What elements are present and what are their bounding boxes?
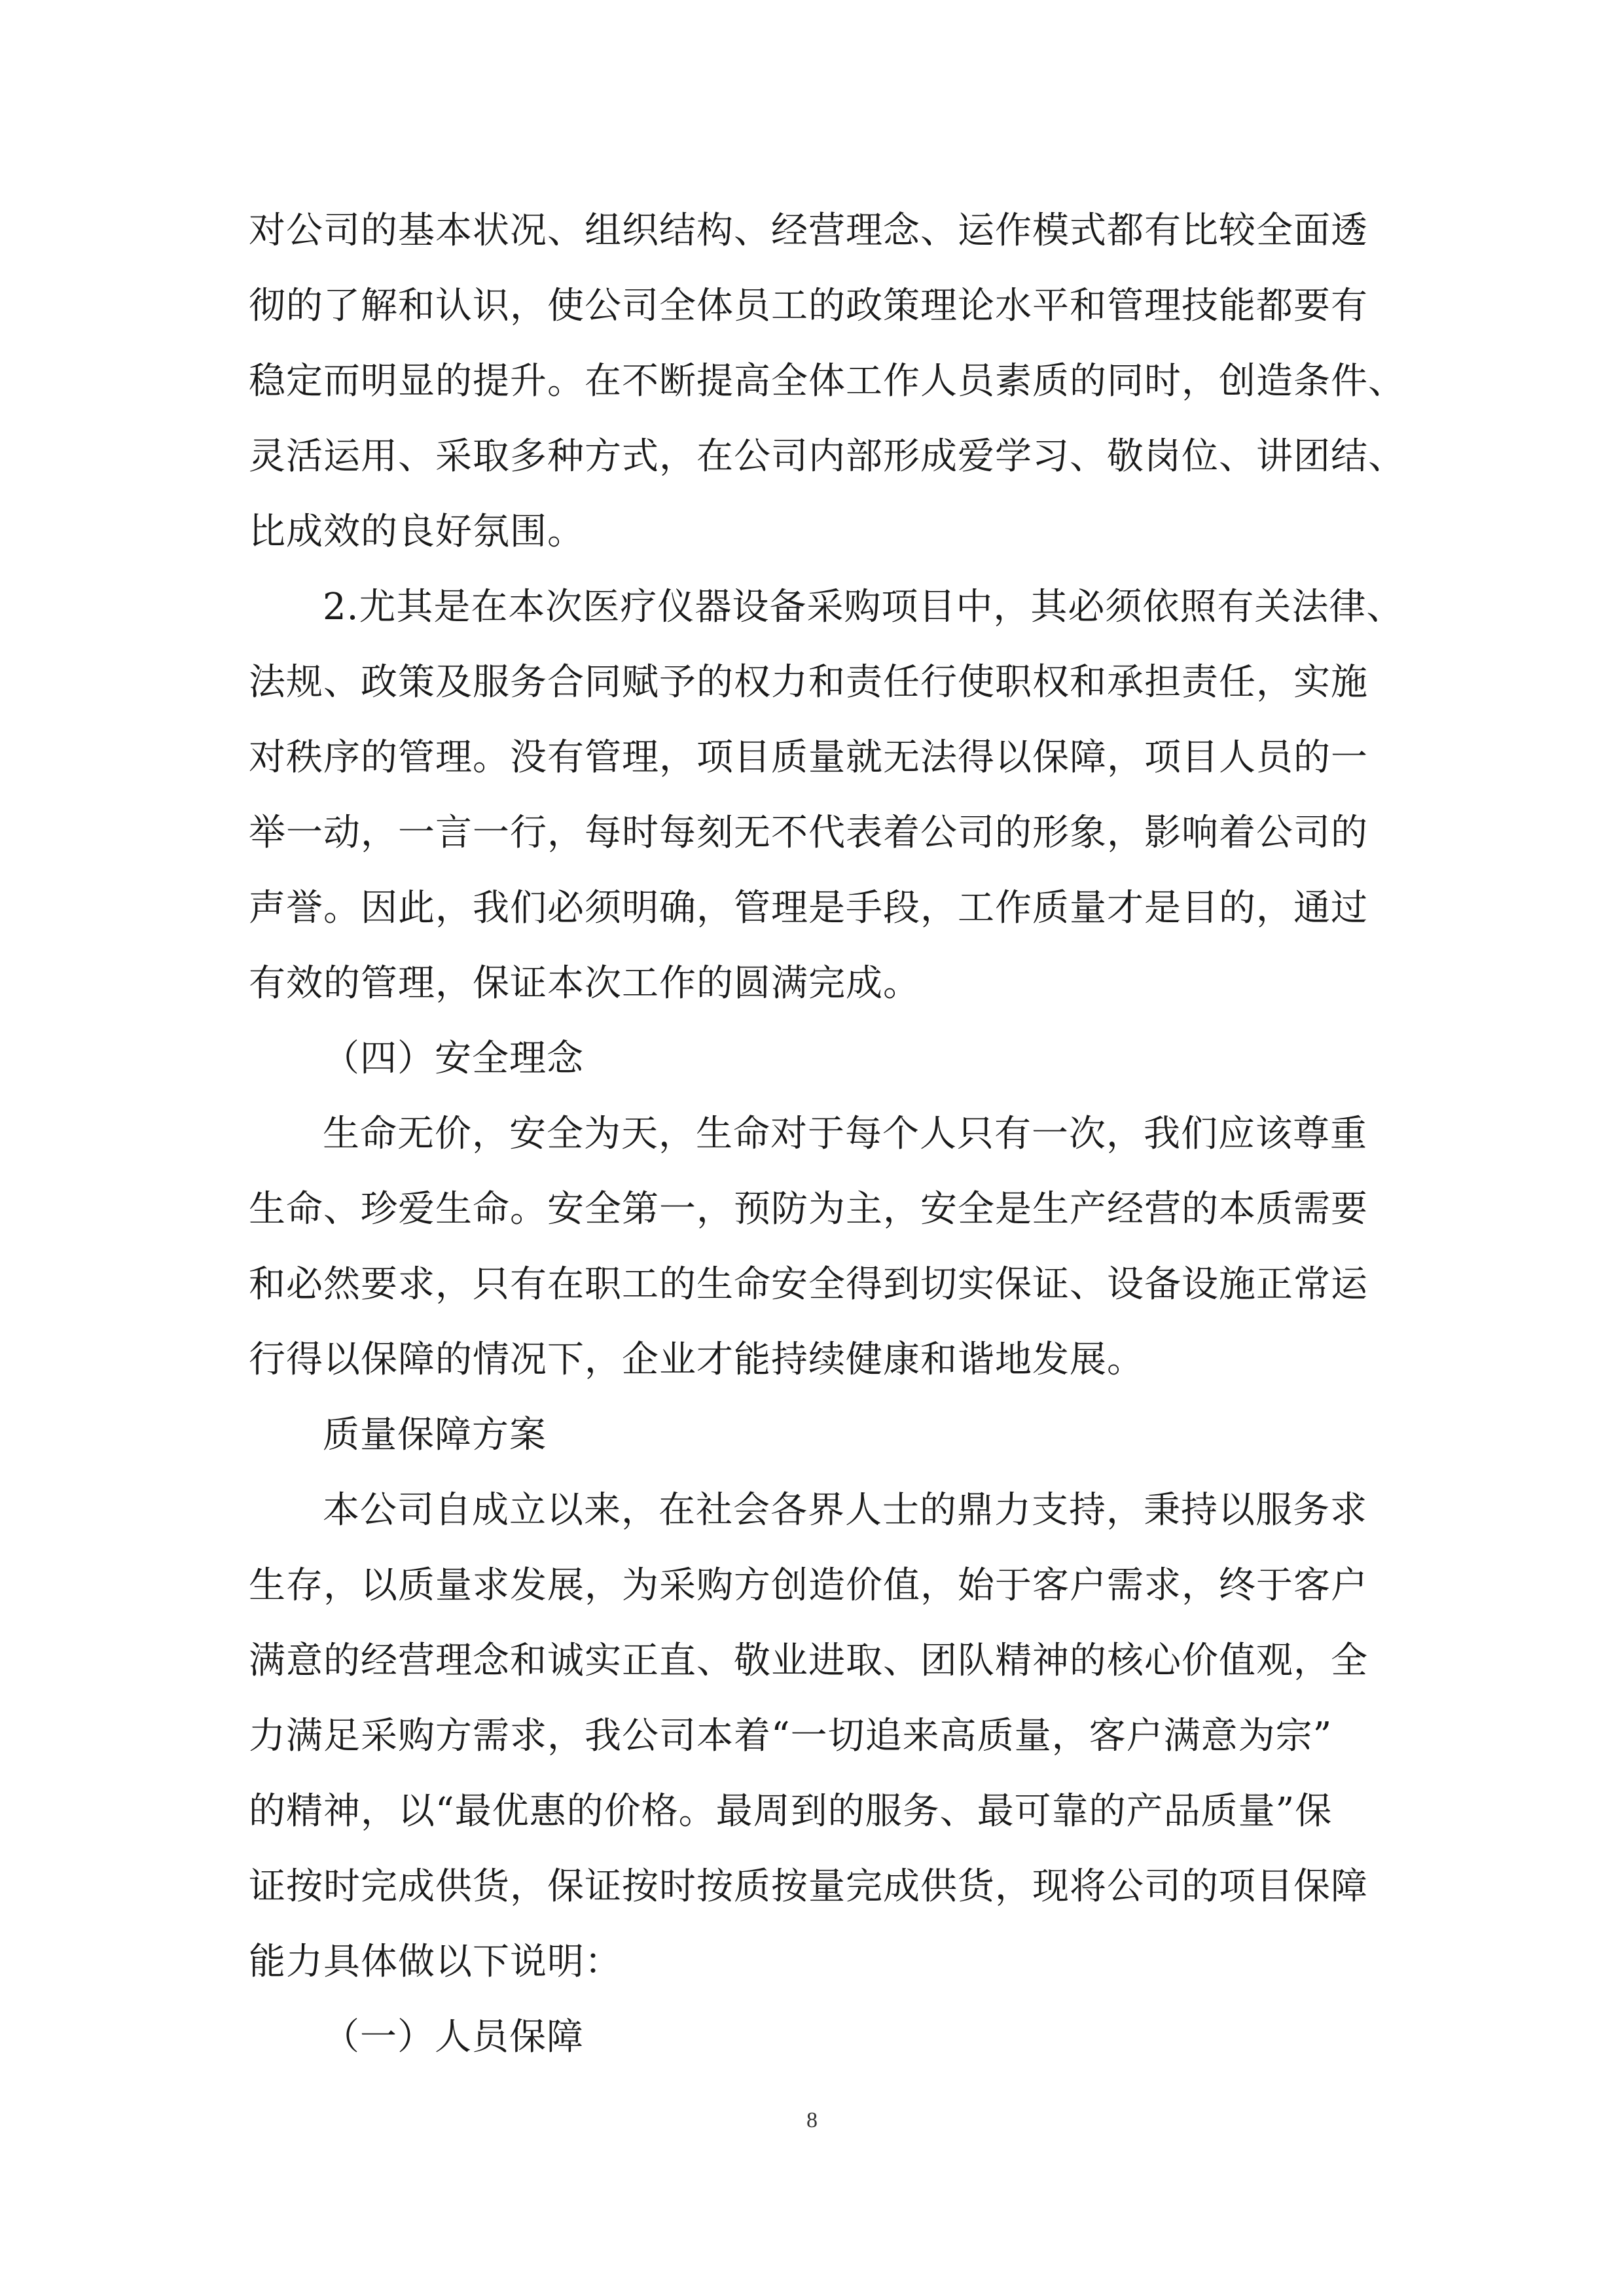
- body-text-line: 行得以保障的情况下，企业才能持续健康和谐地发展。: [249, 1338, 1144, 1381]
- body-text-line: 能力具体做以下说明：: [249, 1941, 622, 1983]
- body-text-line: 和必然要求，只有在职工的生命安全得到切实保证、设备设施正常运: [249, 1263, 1368, 1306]
- body-text-line: 满意的经营理念和诚实正直、敬业进取、团队精神的核心价值观，全: [249, 1640, 1368, 1682]
- paragraph-first-line: 生命无价，安全为天，生命对于每个人只有一次，我们应该尊重: [323, 1113, 1367, 1155]
- section-heading: （一）人员保障: [323, 2016, 584, 2058]
- section-heading: （四）安全理念: [323, 1037, 584, 1080]
- body-text-line: 灵活运用、采取多种方式，在公司内部形成爱学习、敬岗位、讲团结、: [249, 435, 1405, 478]
- paragraph-first-line: 本公司自成立以来，在社会各界人士的鼎力支持，秉持以服务求: [323, 1489, 1367, 1532]
- body-text-line: 证按时完成供货，保证按时按质按量完成供货，现将公司的项目保障: [249, 1865, 1368, 1908]
- body-text-line: 有效的管理，保证本次工作的圆满完成。: [249, 962, 920, 1005]
- body-text-line: 彻的了解和认识，使公司全体员工的政策理论水平和管理技能都要有: [249, 285, 1368, 327]
- section-heading: 质量保障方案: [323, 1414, 547, 1456]
- body-text-line: 生存，以质量求发展，为采购方创造价值，始于客户需求，终于客户: [249, 1564, 1368, 1607]
- page-number: 8: [806, 2108, 818, 2132]
- body-text-line: 生命、珍爱生命。安全第一，预防为主，安全是生产经营的本质需要: [249, 1188, 1368, 1230]
- body-text-line: 举一动，一言一行，每时每刻无不代表着公司的形象，影响着公司的: [249, 812, 1368, 854]
- paragraph-first-line: 2.尤其是在本次医疗仪器设备采购项目中，其必须依照有关法律、: [323, 586, 1404, 628]
- body-text-line: 的精神，以“最优惠的价格。最周到的服务、最可靠的产品质量”保: [249, 1790, 1333, 1833]
- body-text-line: 力满足采购方需求，我公司本着“一切追来高质量，客户满意为宗”: [249, 1715, 1333, 1757]
- body-text-line: 对公司的基本状况、组织结构、经营理念、运作模式都有比较全面透: [249, 209, 1368, 252]
- body-text-line: 比成效的良好氛围。: [249, 511, 585, 553]
- body-text-line: 声誉。因此，我们必须明确，管理是手段，工作质量才是目的，通过: [249, 887, 1368, 929]
- body-text-line: 对秩序的管理。没有管理，项目质量就无法得以保障，项目人员的一: [249, 736, 1368, 779]
- body-text-line: 稳定而明显的提升。在不断提高全体工作人员素质的同时，创造条件、: [249, 360, 1405, 403]
- body-text-line: 法规、政策及服务合同赋予的权力和责任行使职权和承担责任，实施: [249, 661, 1368, 704]
